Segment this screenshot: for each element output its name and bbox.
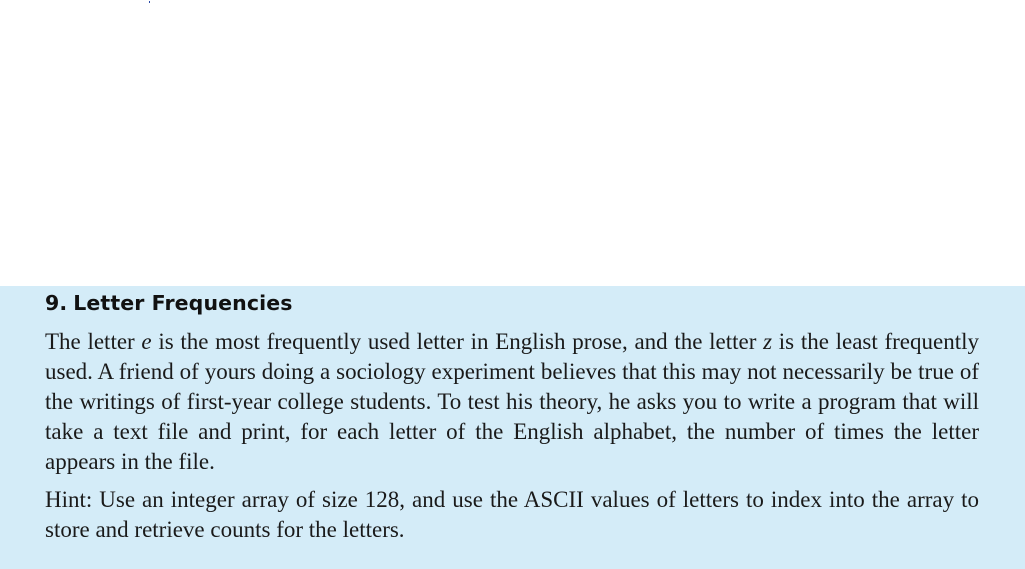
letter-z: z bbox=[763, 329, 773, 354]
exercise-description bbox=[45, 327, 979, 477]
description-text-3: is the least frequently used. A friend of yours doing a sociology experiment believes that this may not necessarily be true of the writings of first-year college students. To test his theory, he asks you to write a program that will take a text file and print, for each letter of the English alphabet, the number of times the letter appears in the file. bbox=[45, 329, 979, 474]
exercise-number: 9. bbox=[45, 291, 68, 315]
stray-mark bbox=[149, 1, 150, 3]
exercise-panel bbox=[0, 286, 1025, 569]
description-text-2: is the most frequently used letter in English prose, and the letter bbox=[151, 329, 764, 354]
exercise-title: Letter Frequencies bbox=[73, 291, 293, 315]
exercise-heading bbox=[45, 289, 979, 317]
letter-e: e bbox=[141, 329, 152, 354]
description-text-1: The letter bbox=[45, 329, 142, 354]
exercise-hint: Hint: Use an integer array of size 128, and use the ASCII values of letters to index into the array to store and retrieve counts for the letters. bbox=[45, 487, 979, 542]
